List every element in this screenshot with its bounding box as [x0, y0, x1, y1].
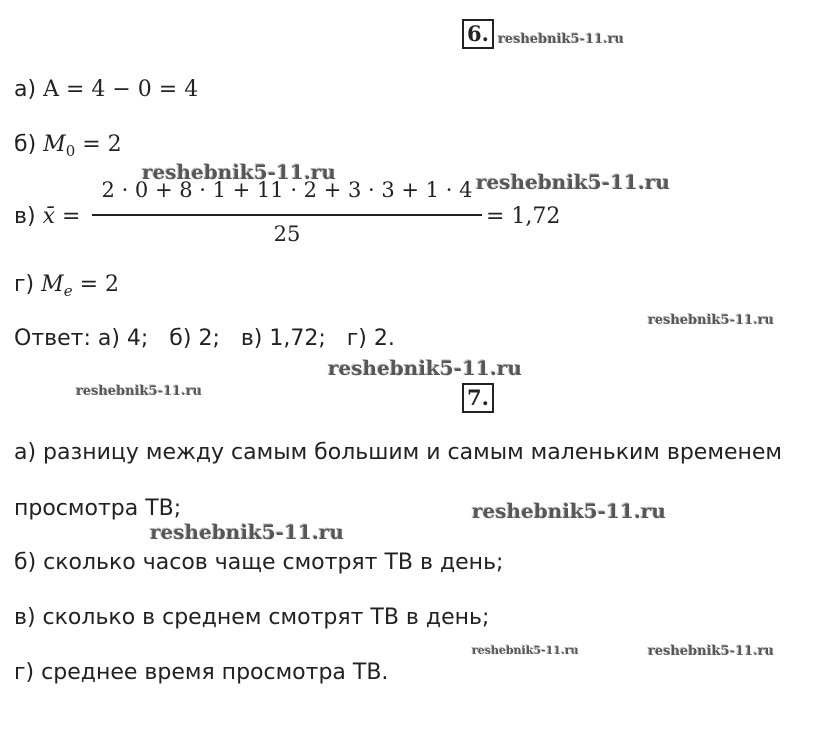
- mode-value: = 2: [82, 132, 122, 157]
- watermark: reshebnik5-11.ru: [76, 384, 203, 399]
- task6-item-a: [14, 76, 198, 104]
- median-subscript: e: [63, 282, 73, 300]
- task6-item-b: [14, 131, 122, 159]
- task7-item-d: г) среднее время просмотра ТВ.: [14, 660, 389, 685]
- task7-item-a-line1: а) разницу между самым большим и самым маленьким временем: [14, 440, 782, 465]
- mode-subscript: 0: [65, 142, 76, 160]
- fraction-bar: [92, 214, 482, 216]
- watermark: reshebnik5-11.ru: [150, 520, 344, 544]
- item-prefix: в): [14, 204, 36, 229]
- task-number-7: 7.: [462, 383, 494, 413]
- watermark: reshebnik5-11.ru: [328, 356, 522, 380]
- median-value: = 2: [79, 272, 120, 297]
- watermark: reshebnik5-11.ru: [476, 170, 670, 194]
- mean-result: = 1,72: [486, 204, 561, 229]
- watermark: reshebnik5-11.ru: [648, 644, 775, 659]
- watermark: reshebnik5-11.ru: [472, 499, 666, 523]
- fraction-denominator: 25: [273, 222, 301, 246]
- task6-item-d: [14, 271, 119, 299]
- mode-symbol: M: [43, 132, 66, 157]
- task7-item-c: в) сколько в среднем смотрят ТВ в день;: [14, 605, 490, 630]
- median-symbol: M: [41, 272, 64, 297]
- item-prefix: б): [14, 132, 37, 157]
- task6-item-c-prefix: [14, 203, 80, 231]
- item-prefix: г): [14, 272, 35, 297]
- range-formula: A = 4 − 0 = 4: [43, 77, 199, 102]
- item-prefix: а): [14, 77, 37, 102]
- watermark: reshebnik5-11.ru: [648, 313, 775, 328]
- task-number-6: 6.: [462, 19, 494, 49]
- task6-answer: Ответ: а) 4; б) 2; в) 1,72; г) 2.: [14, 326, 395, 351]
- watermark: reshebnik5-11.ru: [498, 32, 625, 47]
- task7-item-a-line2: просмотра ТВ;: [14, 496, 182, 521]
- task7-item-b: б) сколько часов чаще смотрят ТВ в день;: [14, 550, 504, 575]
- watermark: reshebnik5-11.ru: [472, 644, 579, 657]
- mean-symbol: x̄ =: [42, 204, 81, 229]
- watermark: reshebnik5-11.ru: [142, 160, 336, 184]
- fraction-numerator: 2 · 0 + 8 · 1 + 11 · 2 + 3 · 3 + 1 · 4: [101, 178, 473, 202]
